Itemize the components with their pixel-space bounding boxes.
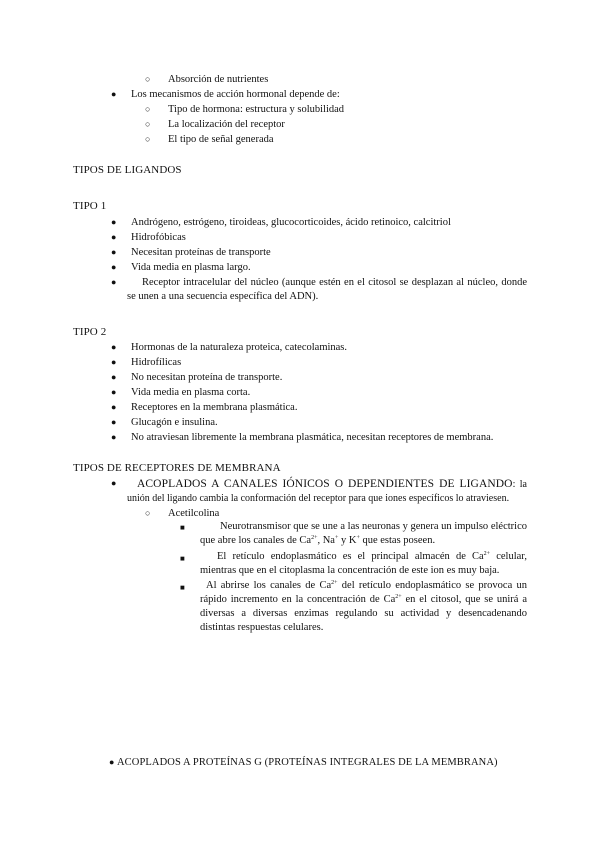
list-item: Vida media en plasma corta. [131, 387, 251, 398]
circle-bullet-icon: ○ [145, 508, 151, 518]
list-item: El tipo de señal generada [168, 134, 274, 145]
circle-bullet-icon: ○ [145, 119, 151, 129]
list-item: No necesitan proteína de transporte. [131, 372, 283, 383]
superscript: 2+ [311, 535, 318, 541]
bullet-icon: ● [111, 402, 117, 412]
square-bullet-icon: ■ [180, 554, 185, 563]
section-heading: TIPOS DE LIGANDOS [73, 164, 182, 176]
list-item: Vida media en plasma largo. [131, 262, 251, 273]
list-item: No atraviesan libremente la membrana plasmática, necesitan receptores de membrana. [131, 432, 494, 443]
circle-bullet-icon: ○ [145, 104, 151, 114]
canales-title: ACOPLADOS A CANALES IÓNICOS O DEPENDIENTES DE LIGANDO [137, 478, 513, 490]
bullet-icon: ● [111, 89, 117, 99]
detail-text: celular, mientras que en el citoplasma la concentración de este ion es muy baja. [200, 551, 527, 576]
list-item: Los mecanismos de acción hormonal depende de: [131, 89, 340, 100]
detail-item [200, 579, 527, 635]
list-item: Hidrofóbicas [131, 232, 186, 243]
bullet-icon: ● [111, 417, 117, 427]
detail-text: , Na [317, 535, 335, 546]
list-item: La localización del receptor [168, 119, 285, 130]
bullet-icon: ● [111, 342, 117, 352]
superscript: 2+ [331, 580, 338, 586]
detail-item [200, 550, 527, 578]
bullet-icon: ● [111, 217, 117, 227]
bullet-icon: ● [111, 372, 117, 382]
list-item: Necesitan proteínas de transporte [131, 247, 271, 258]
list-item: Acetilcolina [168, 508, 220, 519]
list-item: Andrógeno, estrógeno, tiroideas, glucocorticoides, ácido retinoico, calcitriol [131, 217, 451, 228]
bullet-icon: ● [111, 247, 117, 257]
proteinas-g-heading: ACOPLADOS A PROTEÍNAS G (PROTEÍNAS INTEGRALES DE LA MEMBRANA) [117, 757, 498, 768]
circle-bullet-icon: ○ [145, 74, 151, 84]
list-item: Glucagón e insulina. [131, 417, 218, 428]
list-item: Hormonas de la naturaleza proteica, catecolaminas. [131, 342, 348, 353]
detail-item [200, 520, 527, 548]
bullet-icon: ● [111, 478, 117, 488]
bullet-icon: ● [111, 357, 117, 367]
bullet-icon: ● [111, 262, 117, 272]
list-item: Absorción de nutrientes [168, 74, 269, 85]
tipo1-heading: TIPO 1 [73, 200, 107, 212]
list-item: Hidrofílicas [131, 357, 182, 368]
list-item: Tipo de hormona: estructura y solubilidad [168, 104, 345, 115]
canales-item [127, 477, 527, 506]
list-item: Receptores en la membrana plasmática. [131, 402, 298, 413]
bullet-icon: ● [109, 757, 115, 767]
detail-text: en el citosol, que se unirá a diversas a diversas enzimas regulando su actividad y desencadenando distintas respuestas celulares. [200, 594, 528, 633]
detail-text: Al abrirse los canales de Ca [206, 580, 332, 591]
list-item: Receptor intracelular del núcleo (aunque estén en el citosol se desplazan al núcleo, donde se unen a una secuencia específica del ADN). [127, 277, 527, 302]
detail-text: El retículo endoplasmático es el principal almacén de Ca [217, 551, 484, 562]
detail-text: del retículo endoplasmático se provoca un rápido incremento en la concentración de Ca [200, 580, 527, 605]
detail-text: Neurotransmisor que se une a las neuronas y genera un impulso eléctrico que abre los canales de Ca [200, 521, 527, 546]
detail-text: que estas poseen. [359, 535, 436, 546]
bullet-icon: ● [111, 432, 117, 442]
superscript: 2+ [483, 551, 491, 557]
bullet-icon: ● [111, 277, 117, 287]
superscript: + [334, 535, 339, 541]
superscript: + [356, 535, 360, 541]
bullet-icon: ● [111, 387, 117, 397]
bullet-icon: ● [111, 232, 117, 242]
receptores-heading: TIPOS DE RECEPTORES DE MEMBRANA [73, 462, 281, 474]
square-bullet-icon: ■ [180, 523, 185, 532]
superscript: 2+ [395, 594, 402, 600]
tipo2-heading: TIPO 2 [73, 326, 107, 338]
canales-desc: : la unión del ligando cambia la conformación del receptor para que iones específicos lo atraviesen. [127, 479, 527, 504]
square-bullet-icon: ■ [180, 583, 185, 592]
detail-text: y K [338, 535, 357, 546]
circle-bullet-icon: ○ [145, 134, 151, 144]
